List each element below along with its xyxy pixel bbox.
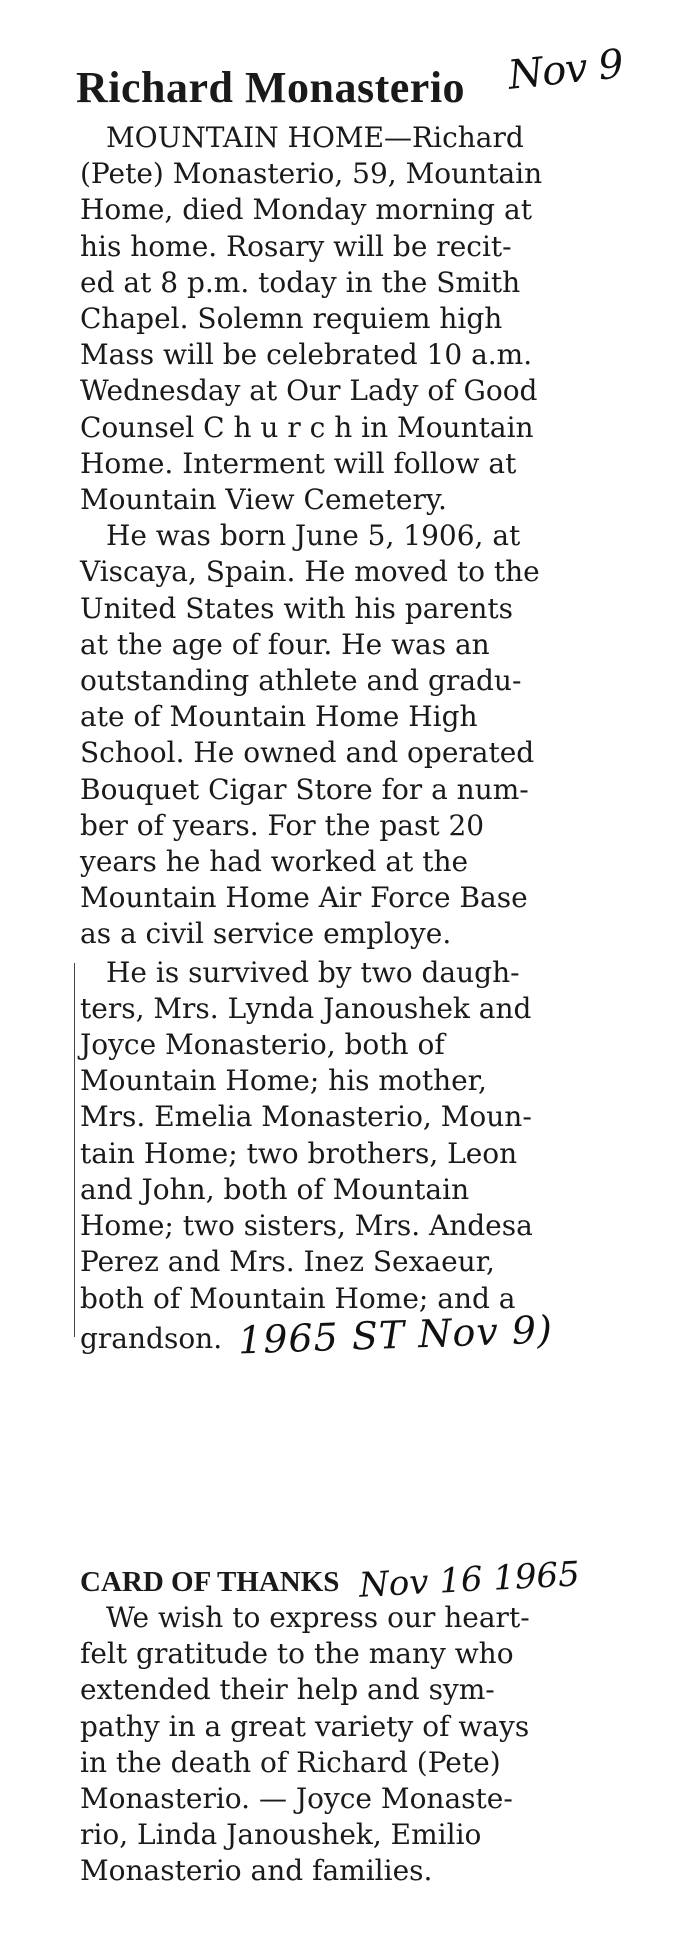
text-line: He is survived by two daugh- — [106, 955, 520, 989]
text-line: Wednesday at Our Lady of Good — [80, 374, 538, 408]
obituary-paragraph-1 — [80, 120, 620, 518]
text-line: We wish to express our heart- — [106, 1601, 530, 1634]
text-line: grandson. — [80, 1321, 223, 1355]
text-line: Viscaya, Spain. He moved to the — [80, 555, 540, 589]
text-line: Monasterio. — Joyce Monaste- — [80, 1782, 513, 1816]
text-line: Home. Interment will follow at — [80, 446, 517, 480]
handwritten-footer-note: 1965 ST Nov 9) — [237, 1307, 554, 1363]
handwritten-title-note: Nov 9 — [505, 41, 625, 99]
obituary-title: Richard Monasterio — [76, 63, 466, 112]
text-line: pathy in a great variety of ways — [80, 1709, 530, 1743]
obituary-paragraph-3 — [80, 955, 620, 1363]
text-line: at the age of four. He was an — [80, 627, 490, 661]
text-line: and John, both of Mountain — [80, 1172, 470, 1206]
text-line: Home; two sisters, Mrs. Andesa — [80, 1209, 533, 1243]
card-of-thanks-headline — [80, 1554, 620, 1606]
text-line: Mrs. Emelia Monasterio, Moun- — [80, 1100, 532, 1134]
card-of-thanks-body — [80, 1600, 620, 1890]
text-line: Joyce Monasterio, both of — [80, 1028, 445, 1062]
handwritten-date-note: Nov 16 1965 — [357, 1554, 581, 1606]
text-line: outstanding athlete and gradu- — [80, 664, 522, 698]
text-line: He was born June 5, 1906, at — [106, 519, 521, 553]
text-line: Mountain View Cemetery. — [80, 483, 447, 517]
text-line: felt gratitude to the many who — [80, 1637, 514, 1671]
text-line: Monasterio and families. — [80, 1854, 433, 1888]
obituary-paragraph-2 — [80, 518, 620, 952]
text-line: Bouquet Cigar Store for a num- — [80, 772, 529, 806]
text-line: (Pete) Monasterio, 59, Mountain — [80, 157, 543, 191]
text-line: ters, Mrs. Lynda Janoushek and — [80, 991, 532, 1025]
text-line: as a civil service employe. — [80, 917, 452, 951]
text-line: Home, died Monday morning at — [80, 193, 532, 227]
text-line: Mountain Home; his mother, — [80, 1064, 487, 1098]
text-line: tain Home; two brothers, Leon — [80, 1136, 518, 1170]
obituary-headline — [76, 41, 625, 116]
card-of-thanks-title: CARD OF THANKS — [80, 1566, 340, 1598]
obituary-clipping — [76, 41, 625, 1363]
card-of-thanks — [80, 1554, 620, 1890]
text-line: Chapel. Solemn requiem high — [80, 302, 503, 336]
text-line: ed at 8 p.m. today in the Smith — [80, 265, 521, 299]
text-line: Counsel C h u r c h in Mountain — [80, 410, 534, 444]
text-line: his home. Rosary will be recit- — [80, 229, 512, 263]
text-line: extended their help and sym- — [80, 1673, 495, 1707]
text-line: United States with his parents — [80, 591, 514, 625]
text-line: Mass will be celebrated 10 a.m. — [80, 338, 533, 372]
text-line: years he had worked at the — [80, 845, 469, 879]
text-line: ber of years. For the past 20 — [80, 808, 485, 842]
text-line: in the death of Richard (Pete) — [80, 1745, 501, 1779]
text-line: rio, Linda Janoushek, Emilio — [80, 1818, 482, 1852]
text-line: ate of Mountain Home High — [80, 700, 478, 734]
text-line: MOUNTAIN HOME—Richard — [106, 121, 524, 154]
text-line: School. He owned and operated — [80, 736, 535, 770]
text-line: both of Mountain Home; and a — [80, 1281, 516, 1315]
text-line: Perez and Mrs. Inez Sexaeur, — [80, 1245, 495, 1279]
text-line: Mountain Home Air Force Base — [80, 881, 528, 915]
final-text-line — [80, 1307, 620, 1363]
